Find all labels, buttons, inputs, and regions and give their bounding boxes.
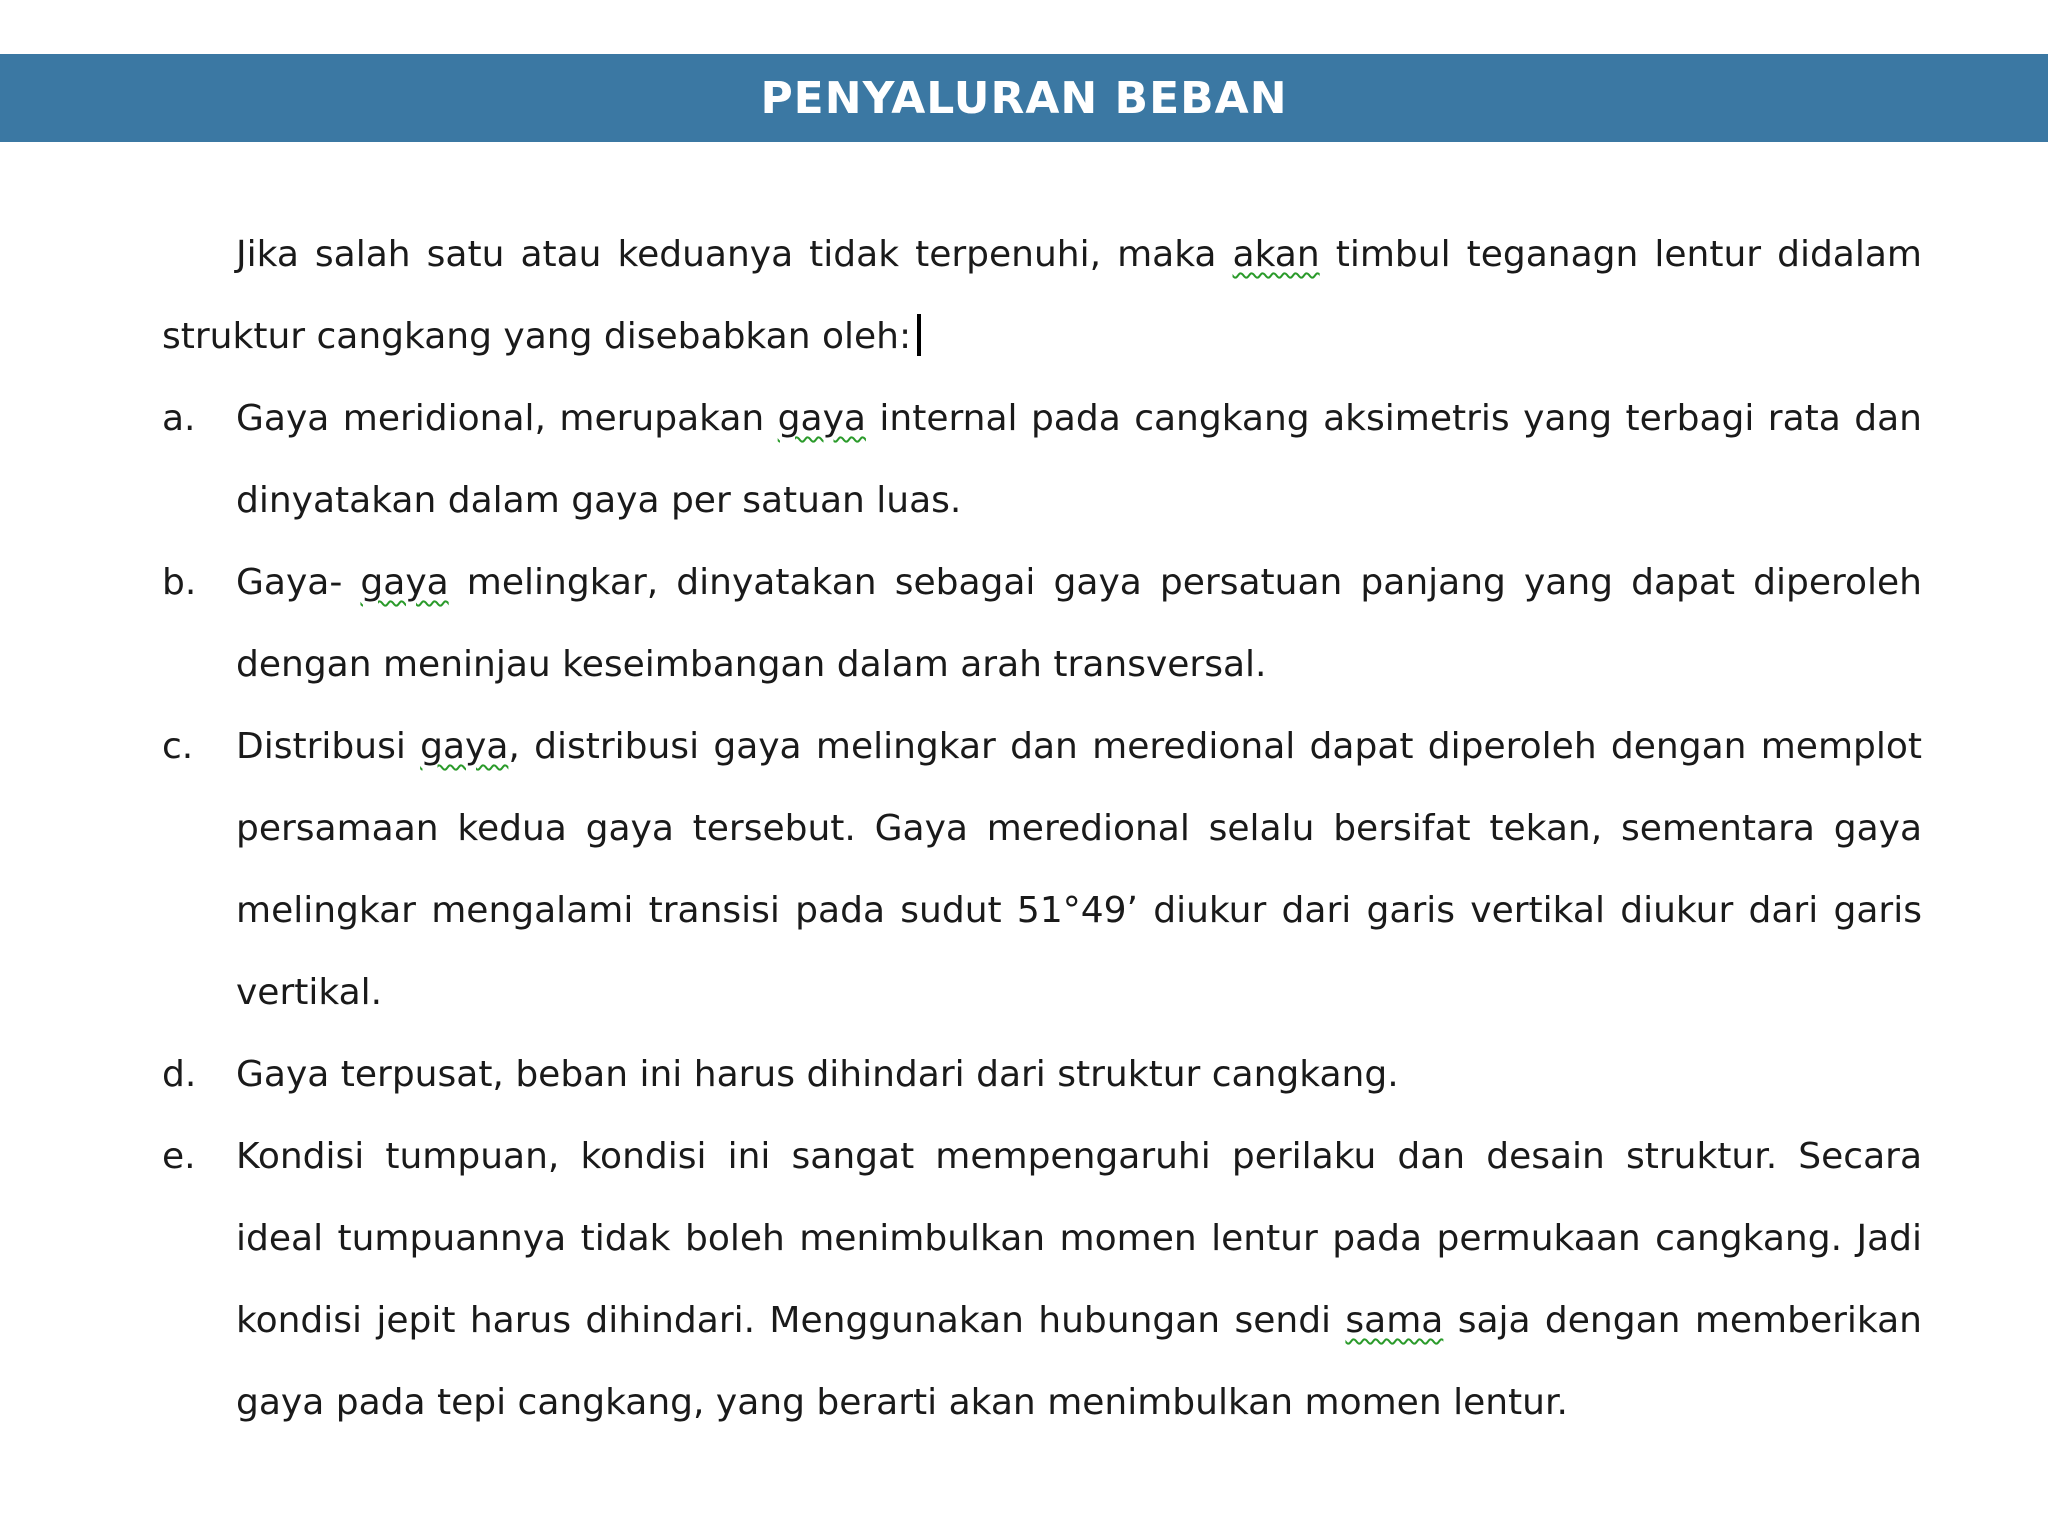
list-item-a [162,378,1922,542]
item-text-before: Gaya- [236,562,361,603]
spellcheck-flagged-word[interactable]: gaya [420,726,509,767]
intro-text-before: Jika salah satu atau keduanya tidak terpenuhi, maka [236,234,1233,275]
item-text-after: saja dengan memberikan gaya pada tepi cangkang, yang berarti akan menimbulkan momen lentur. [236,1300,1923,1423]
item-text-before: Distribusi [236,726,421,767]
intro-paragraph [162,214,1922,378]
spellcheck-flagged-word[interactable]: akan [1232,234,1320,275]
spellcheck-flagged-word[interactable]: gaya [360,562,449,603]
title-bar [0,54,2048,142]
spellcheck-flagged-word[interactable]: gaya [777,398,866,439]
list-marker: c. [162,726,194,767]
list-marker: d. [162,1054,197,1095]
intro-text-after: timbul teganagn lentur didalam struktur cangkang yang disebabkan oleh: [162,234,1922,357]
spellcheck-flagged-word[interactable]: sama [1345,1300,1444,1341]
document-body[interactable] [162,214,1922,1444]
item-text-after: , distribusi gaya melingkar dan meredional dapat diperoleh dengan memplot persamaan kedua gaya tersebut. Gaya meredional selalu bersifat tekan, sementara gaya melingkar mengalami transisi pada sudut 51°49’ diukur dari garis vertikal diukur dari garis vertikal. [236,726,1923,1013]
list-marker: b. [162,562,197,603]
list-item-text [236,706,1922,1034]
page-title: PENYALURAN BEBAN [760,72,1288,124]
list-item-text [236,1116,1922,1444]
item-text-before: Gaya meridional, merupakan [236,398,778,439]
list-marker: a. [162,398,196,439]
list-item-b [162,542,1922,706]
text-cursor [917,314,921,356]
item-text-before: Kondisi tumpuan, kondisi ini sangat mempengaruhi perilaku dan desain struktur. Secara ideal tumpuannya tidak boleh menimbulkan momen lentur pada permukaan cangkang. Jadi kondisi jepit harus dihindari. Menggunakan hubungan sendi [236,1136,1922,1341]
item-text-after: internal pada cangkang aksimetris yang terbagi rata dan dinyatakan dalam gaya per satuan luas. [236,398,1922,521]
cause-list [162,378,1922,1444]
list-item-text: Gaya terpusat, beban ini harus dihindari dari struktur cangkang. [236,1054,1399,1095]
list-item-text [236,378,1922,542]
list-marker: e. [162,1136,196,1177]
list-item-c [162,706,1922,1034]
list-item-d [162,1034,1922,1116]
list-item-e [162,1116,1922,1444]
list-item-text [236,542,1922,706]
item-text-after: melingkar, dinyatakan sebagai gaya persatuan panjang yang dapat diperoleh dengan meninjau keseimbangan dalam arah transversal. [236,562,1923,685]
